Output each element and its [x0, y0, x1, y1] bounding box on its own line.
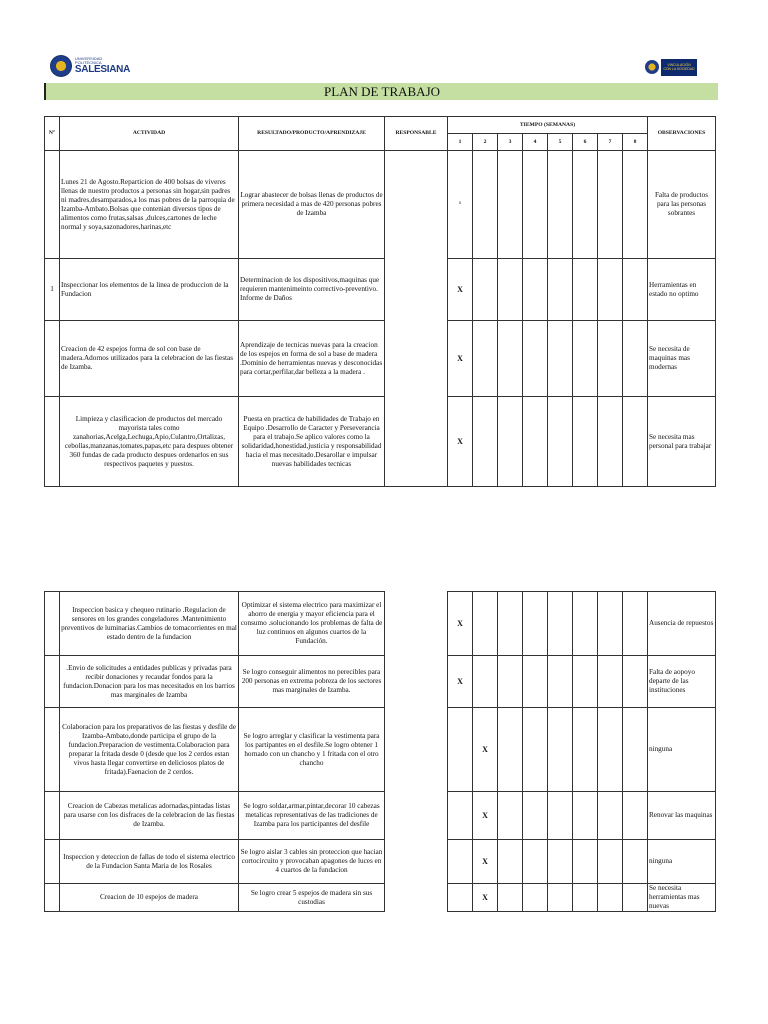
row-resultado: Lograr abastecer de bolsas llenas de productos de primera necesidad a mas de 420 personas pobres de Izamba	[239, 151, 385, 259]
header-week: 5	[548, 134, 573, 151]
row-resultado: Se logro conseguir alimentos no perecibles para 200 personas en extrema pobreza de los sectores mas marginales de Izamba.	[239, 656, 385, 708]
table-row	[45, 656, 716, 708]
logo-name: SALESIANA	[74, 64, 130, 75]
header-resultado: RESULTADO/PRODUCTO/APRENDIZAJE	[239, 117, 385, 151]
row-actividad: Lunes 21 de Agosto.Reparticion de 400 bolsas de viveres llenas de nuestro productos a personas sin hogar,sin padres ni madres,desamparados,a los mas pobres de la parroquia de Izamba-Ambato.Bolsas que contenian diversos tipos de alimentos como frutas,salsas ,dulces,cartones de leche normal y soya,sazonadores,harinas,etc	[60, 151, 239, 259]
header-observaciones: OBSERVACIONES	[648, 117, 716, 151]
row-observacion: Herramientas en estado no optimo	[648, 259, 716, 321]
vinculacion-line1: VINCULACIÓN	[667, 62, 691, 67]
week-2-mark: X	[473, 708, 498, 792]
row-resultado: Puesta en practica de habilidades de Trabajo en Equipo .Desarrollo de Caracter y Perseverancia para el trabajo.Se aplico valores como la solidaridad,honestidad,justicia y responsabilidad hacia el mas necesitado.Desarollar e impulsar nuevas habilidades tecnicas	[239, 397, 385, 487]
vinculacion-logo	[645, 58, 697, 76]
table-row	[45, 259, 716, 321]
row-resultado: Se logro aislar 3 cables sin proteccion que hacian cortocircuito y provocaban apagones de luces en 4 cuartos de la fundacion	[239, 840, 385, 884]
week-1-mark: X	[448, 592, 473, 656]
ups-logo	[50, 52, 130, 80]
row-observacion: Renovar las maquinas	[648, 792, 716, 840]
row-resultado: Optimizar el sistema electrico para maximizar el ahorro de energia y mayor eficiencia para el consumo .solucionando los problemas de falta de luz continuos en algunos cuartos de la Fundación.	[239, 592, 385, 656]
table-row	[45, 792, 716, 840]
row-observacion: ninguna	[648, 840, 716, 884]
table-row	[45, 884, 716, 912]
row-actividad: Creacion de 42 espejos forma de sol con base de madera.Adornos utilizados para la celebracion de las fiestas de Izamba.	[60, 321, 239, 397]
week-1-mark: x	[448, 151, 473, 259]
table-row	[45, 321, 716, 397]
row-actividad: Colaboracion para los preparativos de las fiestas y desfile de Izamba-Ambato,donde participa el grupo de la fundacion.Preparacion de vestimenta.Colaboracion para preparar la fritada desde 0 (desde que los 2 cerdos estan vivos hasta llegar convertirse en deliciosos platos de fritada).Faenacion de 2 cerdos.	[60, 708, 239, 792]
header-num: N°	[45, 117, 60, 151]
header-week: 4	[523, 134, 548, 151]
row-actividad: Inspeccion y deteccion de fallas de todo el sistema electrico de la Fundacion Santa Maria de los Rosales	[60, 840, 239, 884]
row-num	[45, 151, 60, 259]
header-week: 3	[498, 134, 523, 151]
week-2-mark: X	[473, 884, 498, 912]
header-actividad: ACTIVIDAD	[60, 117, 239, 151]
header-week: 7	[598, 134, 623, 151]
row-resultado: Aprendizaje de tecnicas nuevas para la creacion de los espejos en forma de sol a base de madera .Dominio de herramientas nuevas y desconocidas para cortar,perfilar,dar belleza a la madera .	[239, 321, 385, 397]
university-seal-icon	[50, 55, 72, 77]
week-1-mark: X	[448, 259, 473, 321]
table-row	[45, 708, 716, 792]
vinculacion-line2: CON LA SOCIEDAD	[663, 67, 695, 71]
logo-subtitle: UNIVERSIDAD POLITÉCNICA	[74, 56, 103, 65]
plan-table-2	[44, 591, 716, 912]
header-week: 2	[473, 134, 498, 151]
row-observacion: Falta de productos para las personas sobrantes	[648, 151, 716, 259]
header-responsable: RESPONSABLE	[385, 117, 448, 151]
row-observacion: ninguna	[648, 708, 716, 792]
week-1-mark: X	[448, 656, 473, 708]
row-observacion: Ausencia de repuestos	[648, 592, 716, 656]
week-2-mark: X	[473, 840, 498, 884]
header-week: 6	[573, 134, 598, 151]
row-num	[45, 321, 60, 397]
row-actividad: Inspeccion basica y chequeo rutinario .Regulacion de sensores en los grandes congeladores .Mantenimiento preventivos de luminarias.Cambios de tomacorrientes en mal estado dentro de la fundacion	[60, 592, 239, 656]
vinculacion-seal-icon	[645, 60, 659, 74]
row-actividad: Creacion de Cabezas metalicas adornadas,pintadas listas para usarse con los disfraces de la celebracion de las fiestas de Izamba.	[60, 792, 239, 840]
row-actividad: Creacion de 10 espejos de madera	[60, 884, 239, 912]
table-row	[45, 592, 716, 656]
header-week: 8	[623, 134, 648, 151]
row-responsable	[385, 151, 448, 487]
week-1-mark: X	[448, 321, 473, 397]
row-resultado: Se logro soldar,armar,pintar,decorar 10 cabezas metalicas representativas de las tradiciones de Izamba para los participantes del desfile	[239, 792, 385, 840]
row-resultado: Determinacion de los dispositivos,maquinas que requieren mantenimeinto correctivo-preventivo. Informe de Daños	[239, 259, 385, 321]
row-observacion: Falta de aopoyo departe de las instituciones	[648, 656, 716, 708]
plan-table-1	[44, 116, 716, 487]
header-week: 1	[448, 134, 473, 151]
row-resultado: Se logro crear 5 espejos de madera sin sus custodias	[239, 884, 385, 912]
table-row	[45, 840, 716, 884]
table-row	[45, 397, 716, 487]
row-resultado: Se logro arreglar y clasificar la vestimenta para los partipantes en el desfile.Se logro obtener 1 hornado con un chancho y 1 fritada con el otro chancho	[239, 708, 385, 792]
page-title: PLAN DE TRABAJO	[44, 83, 718, 100]
row-observacion: Se necesita mas personal para trabajar	[648, 397, 716, 487]
table-row	[45, 151, 716, 259]
row-observacion: Se necesita de maquinas mas modernas	[648, 321, 716, 397]
row-observacion: Se necesita herramientas mas nuevas	[648, 884, 716, 912]
row-num: 1	[45, 259, 60, 321]
row-actividad: Limpieza y clasificacion de productos del mercado mayorista tales como zanahorias,Acelga,Lechuga,Apio,Culantro,Ortalizas, cebollas,manzanas,tomates,papas,etc para despues obtener 360 fundas de cada producto despues ordenarlos en sus respectivos paquetes y puestos.	[60, 397, 239, 487]
header-tiempo: TIEMPO (SEMANAS)	[448, 117, 648, 134]
row-actividad: .Envio de solicitudes a entidades publicas y privadas para recibir donaciones y recaudar fondos para la fundacion.Donacion para los mas necesitados en los barrios mas marginales de Izamba	[60, 656, 239, 708]
week-1-mark: X	[448, 397, 473, 487]
row-num	[45, 397, 60, 487]
week-2-mark: X	[473, 792, 498, 840]
row-actividad: Inspeccionar los elementos de la linea de produccion de la Fundacion	[60, 259, 239, 321]
